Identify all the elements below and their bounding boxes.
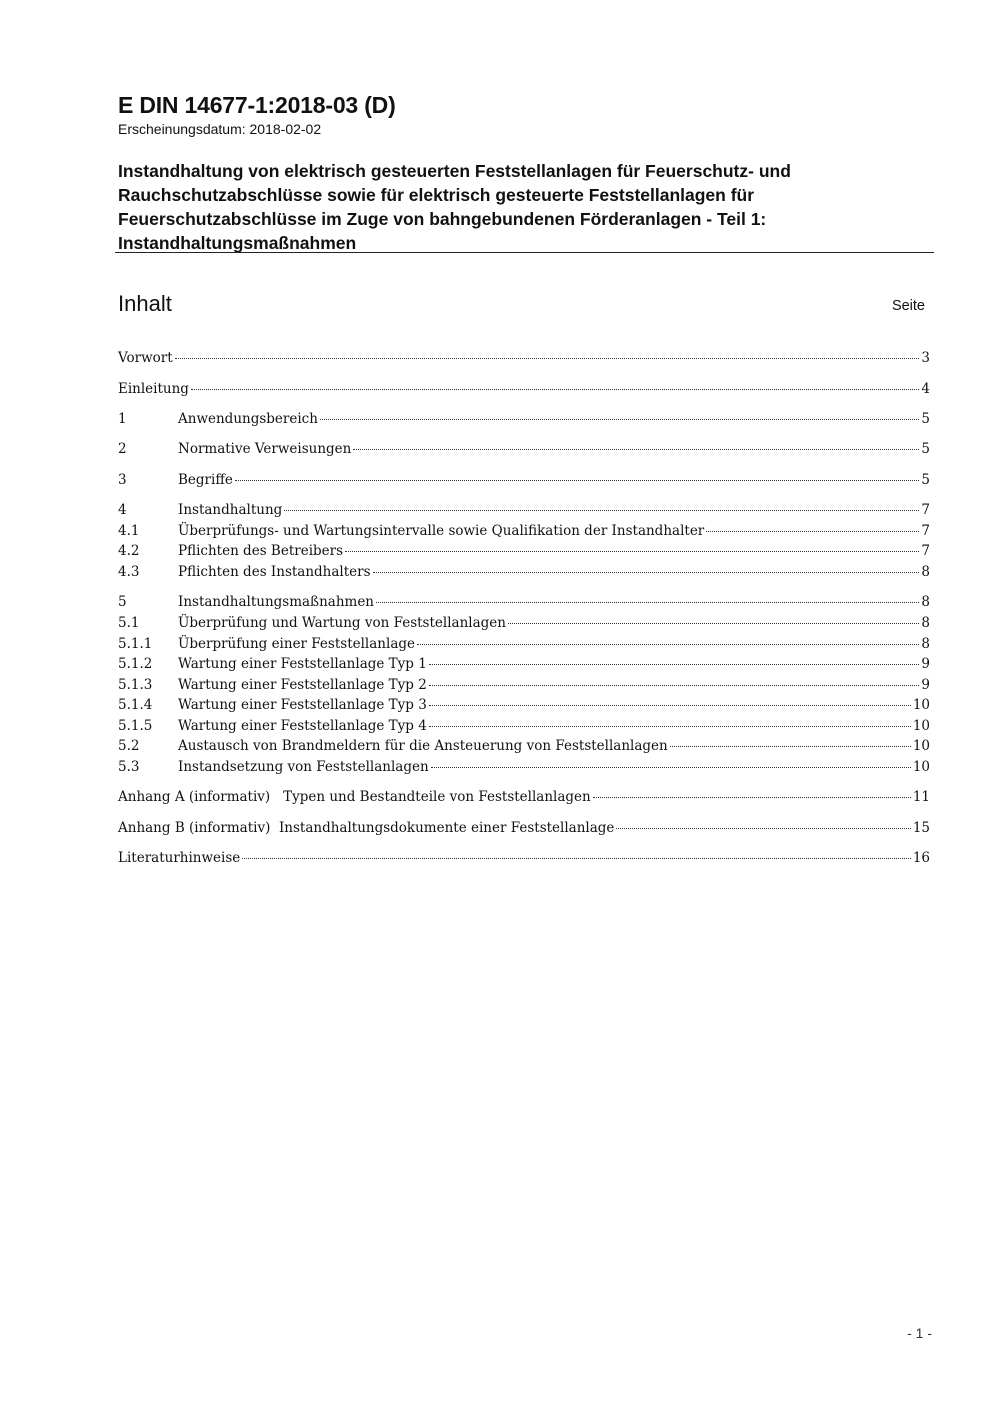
toc-entry-page: 9 (921, 656, 930, 672)
toc-dot-leader (593, 797, 911, 798)
toc-entry-label: Überprüfung einer Feststellanlage (178, 636, 415, 652)
toc-entry-page: 3 (921, 350, 930, 366)
toc-entry-number: 1 (118, 411, 127, 427)
toc-entry[interactable] (118, 502, 930, 522)
toc-entry-page: 8 (921, 564, 930, 580)
toc-entry-label: Anwendungsbereich (178, 411, 318, 427)
toc-dot-leader (670, 746, 911, 747)
toc-entry-page: 7 (921, 502, 930, 518)
toc-entry-label: Wartung einer Feststellanlage Typ 3 (178, 697, 427, 713)
toc-entry-label: Anhang A (informativ) Typen und Bestandteile von Feststellanlagen (118, 789, 591, 805)
toc-dot-leader (508, 623, 919, 624)
publication-date: Erscheinungsdatum: 2018-02-02 (118, 121, 322, 137)
toc-dot-leader (429, 685, 920, 686)
toc-entry-label: Begriffe (178, 472, 233, 488)
toc-entry[interactable] (118, 381, 930, 401)
title-line: Instandhaltungsmaßnahmen (118, 233, 357, 253)
toc-entry-label: Wartung einer Feststellanlage Typ 2 (178, 677, 427, 693)
toc-entry[interactable] (118, 594, 930, 614)
toc-entry-label: Pflichten des Instandhalters (178, 564, 371, 580)
toc-entry-label: Überprüfungs- und Wartungsintervalle sowie Qualifikation der Instandhalter (178, 523, 705, 539)
toc-entry[interactable] (118, 615, 930, 635)
toc-entry[interactable] (118, 636, 930, 656)
toc-entry[interactable] (118, 789, 930, 809)
toc-heading: Inhalt (118, 291, 172, 316)
toc-entry-number: 5.3 (118, 759, 140, 775)
toc-entry[interactable] (118, 350, 930, 370)
toc-entry[interactable] (118, 738, 930, 758)
toc-entry-number: 5.1.1 (118, 636, 153, 652)
toc-entry-label: Einleitung (118, 381, 189, 397)
toc-entry-page: 8 (921, 615, 930, 631)
title-line: Feuerschutzabschlüsse im Zuge von bahngebundenen Förderanlagen - Teil 1: (118, 209, 767, 229)
toc-entry-page: 16 (912, 850, 930, 866)
toc-entry-label: Austausch von Brandmeldern für die Ansteuerung von Feststellanlagen (178, 738, 668, 754)
toc-entry-page: 5 (921, 472, 930, 488)
toc-dot-leader (242, 858, 911, 859)
toc-entry-label: Normative Verweisungen (178, 441, 352, 457)
toc-entry-page: 11 (912, 789, 930, 805)
toc-entry-label: Instandhaltung (178, 502, 283, 518)
toc-page-column-heading: Seite (891, 298, 925, 314)
toc-entry-number: 2 (118, 441, 127, 457)
toc-entry-number: 5.2 (118, 738, 140, 754)
toc-entry-number: 4.2 (118, 543, 140, 559)
title-line: Instandhaltung von elektrisch gesteuerten Feststellanlagen für Feuerschutz- und (118, 161, 791, 181)
toc-entry-number: 5 (118, 594, 127, 610)
toc-entry-number: 4 (118, 502, 127, 518)
toc-entry-page: 9 (921, 677, 930, 693)
toc-entry-page: 5 (921, 441, 930, 457)
toc-dot-leader (429, 705, 911, 706)
toc-dot-leader (706, 531, 919, 532)
toc-dot-leader (320, 419, 919, 420)
toc-dot-leader (175, 358, 920, 359)
toc-dot-leader (353, 449, 919, 450)
toc-entry-number: 5.1 (118, 615, 140, 631)
document-title (118, 159, 918, 255)
toc-dot-leader (284, 510, 919, 511)
toc-entry-number: 5.1.3 (118, 677, 153, 693)
toc-entry-page: 4 (921, 381, 930, 397)
toc-entry[interactable] (118, 543, 930, 563)
toc-entry-number: 5.1.4 (118, 697, 153, 713)
toc-entry-page: 7 (921, 543, 930, 559)
toc-entry-page: 10 (912, 738, 930, 754)
toc-dot-leader (417, 644, 919, 645)
toc-entry-number: 5.1.2 (118, 656, 153, 672)
toc-entry-page: 10 (912, 718, 930, 734)
toc-entry-number: 4.1 (118, 523, 140, 539)
toc-entry-page: 8 (921, 594, 930, 610)
document-id: E DIN 14677-1:2018-03 (D) (118, 92, 396, 118)
toc-entry-number: 5.1.5 (118, 718, 153, 734)
toc-dot-leader (429, 726, 911, 727)
footer-page-number: - 1 - (907, 1325, 932, 1341)
toc-entry[interactable] (118, 411, 930, 431)
toc-entry-page: 5 (921, 411, 930, 427)
toc-entry-page: 8 (921, 636, 930, 652)
toc-dot-leader (345, 551, 919, 552)
toc-dot-leader (429, 664, 920, 665)
toc-entry-label: Wartung einer Feststellanlage Typ 1 (178, 656, 427, 672)
toc-entry[interactable] (118, 697, 930, 717)
toc-entry-page: 10 (912, 759, 930, 775)
toc-dot-leader (373, 572, 920, 573)
toc-entry[interactable] (118, 564, 930, 584)
toc-entry[interactable] (118, 472, 930, 492)
toc-entry[interactable] (118, 850, 930, 870)
toc-entry[interactable] (118, 718, 930, 738)
toc-entry-number: 3 (118, 472, 127, 488)
title-line: Rauchschutzabschlüsse sowie für elektrisch gesteuerte Feststellanlagen für (118, 185, 755, 205)
toc-entry-label: Instandhaltungsmaßnahmen (178, 594, 375, 610)
toc-entry[interactable] (118, 656, 930, 676)
toc-entry-page: 10 (912, 697, 930, 713)
toc-entry-label: Anhang B (informativ) Instandhaltungsdokumente einer Feststellanlage (118, 820, 615, 836)
toc-dot-leader (235, 480, 920, 481)
toc-entry-page: 15 (912, 820, 930, 836)
toc-entry-label: Literaturhinweise (118, 850, 241, 866)
toc-entry[interactable] (118, 759, 930, 779)
toc-entry-label: Wartung einer Feststellanlage Typ 4 (178, 718, 427, 734)
toc-entry-label: Pflichten des Betreibers (178, 543, 344, 559)
toc-entry-number: 4.3 (118, 564, 140, 580)
toc-dot-leader (616, 828, 910, 829)
toc-entry-label: Instandsetzung von Feststellanlagen (178, 759, 429, 775)
title-divider (115, 252, 934, 253)
toc-entry[interactable] (118, 820, 930, 840)
toc-dot-leader (191, 389, 919, 390)
toc-entry-label: Überprüfung und Wartung von Feststellanlagen (178, 615, 506, 631)
toc-dot-leader (376, 602, 919, 603)
toc-entry-page: 7 (921, 523, 930, 539)
toc-entry[interactable] (118, 677, 930, 697)
toc-entry[interactable] (118, 441, 930, 461)
toc-entry-label: Vorwort (118, 350, 173, 366)
toc-entry[interactable] (118, 523, 930, 543)
toc-dot-leader (431, 767, 911, 768)
